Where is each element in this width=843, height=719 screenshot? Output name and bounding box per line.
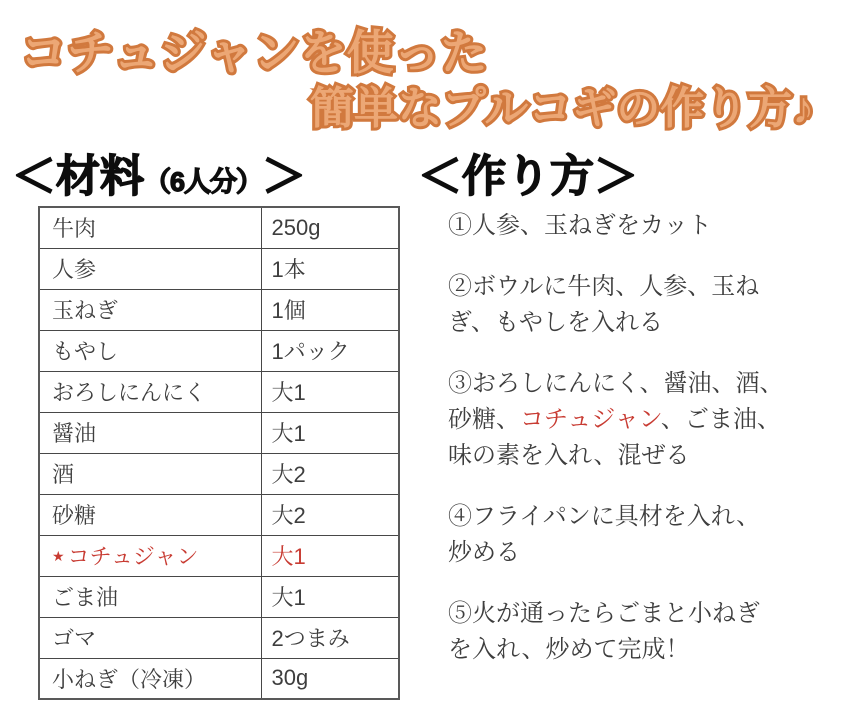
table-row	[39, 248, 399, 289]
star-icon: ★	[52, 548, 65, 564]
ingredients-heading-main: 材料	[56, 152, 144, 201]
page-title-line1: コチュジャンを使った	[20, 26, 488, 79]
ingredient-name: おろしにんにく	[39, 371, 261, 412]
ingredient-amount: 大1	[261, 412, 399, 453]
ingredient-name: 人参	[39, 248, 261, 289]
ingredient-name: 砂糖	[39, 494, 261, 535]
bracket-close: ＞	[262, 152, 307, 201]
ingredient-amount: 1個	[261, 289, 399, 330]
step-2	[448, 269, 840, 341]
directions-heading	[418, 140, 638, 204]
step-5	[448, 596, 840, 668]
step-line: ④フライパンに具材を入れ、	[448, 503, 761, 530]
ingredient-name: ごま油	[39, 576, 261, 617]
ingredients-heading	[12, 140, 306, 204]
step-4	[448, 499, 840, 571]
step-line: ②ボウルに牛肉、人参、玉ね	[448, 273, 760, 300]
ingredient-name: 牛肉	[39, 207, 261, 248]
ingredient-amount: 30g	[261, 658, 399, 699]
step-3	[448, 366, 840, 474]
gochujang-highlight: コチュジャン	[520, 406, 661, 433]
table-row	[39, 453, 399, 494]
ingredient-amount: 1パック	[261, 330, 399, 371]
page-title-line2: 簡単なプルコギの作り方♪	[310, 84, 815, 133]
ingredient-amount: 1本	[261, 248, 399, 289]
step-1	[448, 208, 840, 244]
bracket-open: ＜	[418, 152, 462, 201]
ingredient-name: ゴマ	[39, 617, 261, 658]
step-line: を入れ、炒めて完成！	[448, 636, 690, 663]
directions-steps	[448, 208, 840, 693]
table-row	[39, 412, 399, 453]
ingredient-amount: 250g	[261, 207, 399, 248]
table-row	[39, 617, 399, 658]
ingredient-amount: 大1	[261, 535, 399, 576]
table-row	[39, 658, 399, 699]
ingredient-amount: 大1	[261, 371, 399, 412]
table-row	[39, 494, 399, 535]
ingredient-amount: 大1	[261, 576, 399, 617]
ingredient-name: 酒	[39, 453, 261, 494]
table-row	[39, 207, 399, 248]
ingredient-name: もやし	[39, 330, 261, 371]
ingredient-name: 玉ねぎ	[39, 289, 261, 330]
step-line: 味の素を入れ、混ぜる	[448, 442, 690, 469]
ingredient-amount: 大2	[261, 453, 399, 494]
step-line: ぎ、もやしを入れる	[448, 309, 664, 336]
ingredient-name: 醤油	[39, 412, 261, 453]
step-line: ⑤火が通ったらごまと小ねぎ	[448, 600, 760, 627]
step-line	[448, 402, 840, 438]
table-row	[39, 576, 399, 617]
table-row-gochujang	[39, 535, 399, 576]
directions-heading-main: 作り方	[462, 152, 594, 201]
step-text: 砂糖、	[448, 406, 520, 433]
table-row	[39, 289, 399, 330]
ingredient-amount: 大2	[261, 494, 399, 535]
ingredient-name: 小ねぎ（冷凍）	[39, 658, 261, 699]
ingredient-name	[39, 535, 261, 576]
step-line: ③おろしにんにく、醤油、酒、	[448, 370, 784, 397]
ingredient-name-text: コチュジャン	[67, 544, 199, 569]
table-row	[39, 330, 399, 371]
step-line: 炒める	[448, 539, 520, 566]
bracket-open: ＜	[12, 152, 56, 201]
step-text: 、ごま油、	[660, 406, 781, 433]
bracket-close: ＞	[594, 152, 638, 201]
ingredient-amount: 2つまみ	[261, 617, 399, 658]
ingredients-table	[38, 206, 400, 700]
step-line: ①人参、玉ねぎをカット	[448, 212, 712, 239]
ingredients-heading-servings: （6人分）	[144, 167, 263, 197]
table-row	[39, 371, 399, 412]
